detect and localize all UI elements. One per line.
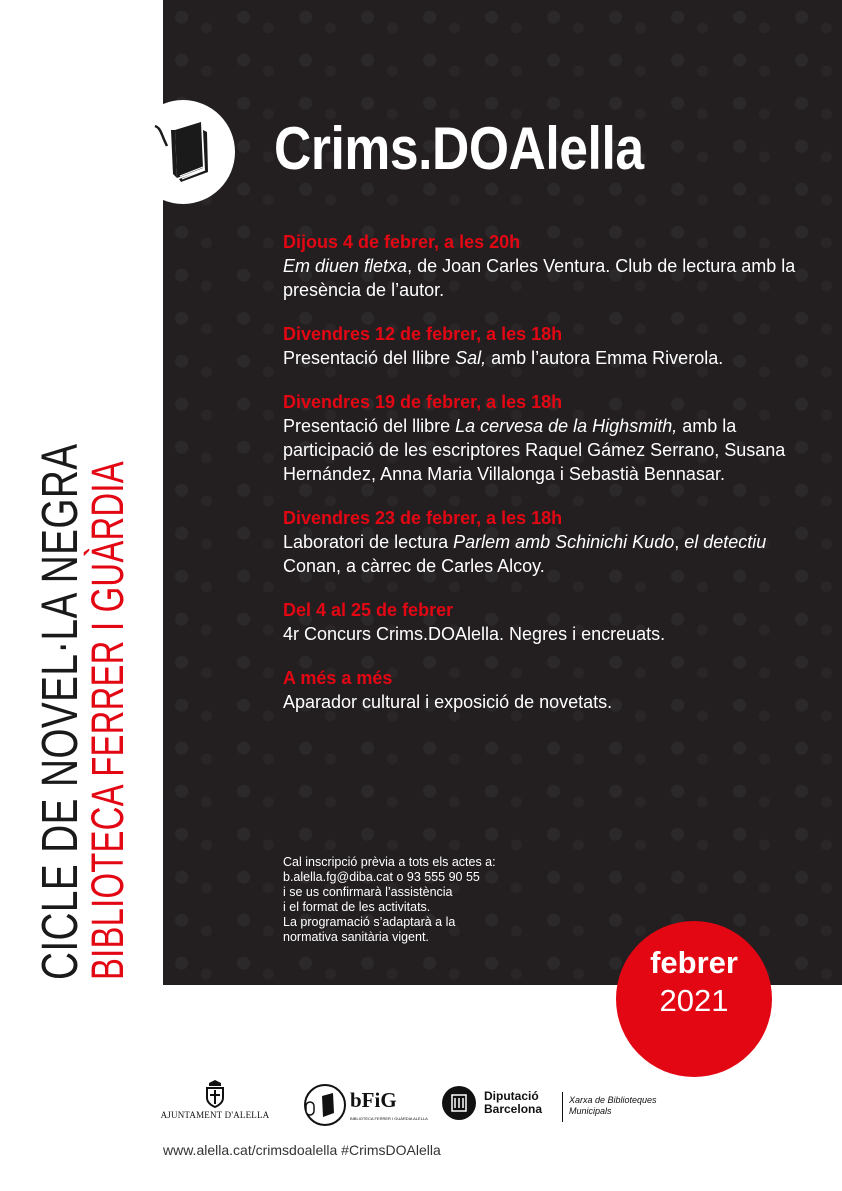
diputacio-emblem-icon — [442, 1086, 476, 1120]
divider — [562, 1092, 563, 1122]
footer-logos — [160, 1080, 720, 1130]
event-item — [283, 390, 803, 486]
event-description: Presentació del llibre Sal, amb l’autora Emma Riverola. — [283, 348, 724, 368]
bfig-subtitle: BIBLIOTECA FERRER I GUÀRDIA ALELLA — [350, 1116, 428, 1121]
event-item — [283, 598, 803, 646]
event-date: Divendres 19 de febrer, a les 18h — [283, 392, 563, 412]
ajuntament-label: AJUNTAMENT D'ALELLA — [160, 1110, 270, 1120]
bfig-wordmark: bFiG — [350, 1088, 397, 1112]
event-description: 4r Concurs Crims.DOAlella. Negres i encreuats. — [283, 624, 666, 644]
book-mouse-icon — [131, 100, 235, 204]
event-date: Divendres 12 de febrer, a les 18h — [283, 324, 563, 344]
event-date: Divendres 23 de febrer, a les 18h — [283, 508, 563, 528]
event-item — [283, 322, 803, 370]
month-badge — [616, 921, 772, 1077]
event-description: Laboratori de lectura Parlem amb Schinichi Kudo, el detectiu Conan, a càrrec de Carles Alcoy. — [283, 532, 767, 576]
coat-of-arms-icon — [202, 1080, 228, 1108]
xarxa-label: Xarxa de Biblioteques Municipals — [569, 1095, 657, 1116]
contact-email-phone[interactable]: b.alella.fg@diba.cat o 93 555 90 55 — [283, 870, 480, 884]
ajuntament-logo — [160, 1080, 270, 1130]
book-mouse-logo — [131, 100, 235, 204]
event-date: Dijous 4 de febrer, a les 20h — [283, 232, 521, 252]
page-title: Crims.DOAlella — [274, 115, 644, 182]
event-description: Em diuen fletxa, de Joan Carles Ventura. Club de lectura amb la presència de l’autor. — [283, 256, 796, 300]
event-item — [283, 230, 803, 302]
bfig-logo — [300, 1080, 428, 1130]
event-item — [283, 506, 803, 578]
year: 2021 — [659, 983, 729, 1018]
vertical-series-title — [32, 290, 132, 980]
event-date: A més a més — [283, 668, 393, 688]
series-name: CICLE DE NOVEL·LA NEGRA — [31, 443, 88, 980]
book-mouse-small-icon — [300, 1082, 346, 1128]
event-date: Del 4 al 25 de febrer — [283, 600, 454, 620]
month-name: febrer — [650, 945, 738, 980]
diputacio-logo — [440, 1080, 720, 1130]
event-item — [283, 666, 803, 714]
diputacio-name: Diputació Barcelona — [484, 1089, 543, 1116]
footer-url-hashtag[interactable]: www.alella.cat/crimsdoalella #CrimsDOAlella — [163, 1142, 441, 1158]
event-description: Aparador cultural i exposició de novetats. — [283, 692, 613, 712]
event-list — [283, 230, 803, 734]
library-name: BIBLIOTECA FERRER I GUÀRDIA — [82, 461, 133, 980]
event-description: Presentació del llibre La cervesa de la Highsmith, amb la participació de les escriptores Raquel Gámez Serrano, Susana Hernández, Anna Maria Villalonga i Sebastià Bennasar. — [283, 416, 786, 484]
registration-note: Cal inscripció prèvia a tots els actes a: b.alella.fg@diba.cat o 93 555 90 55 i se us confirmarà l’assistència i el format de les activitats. La programació s’adaptarà a la normativa sanitària vigent. — [283, 855, 583, 945]
